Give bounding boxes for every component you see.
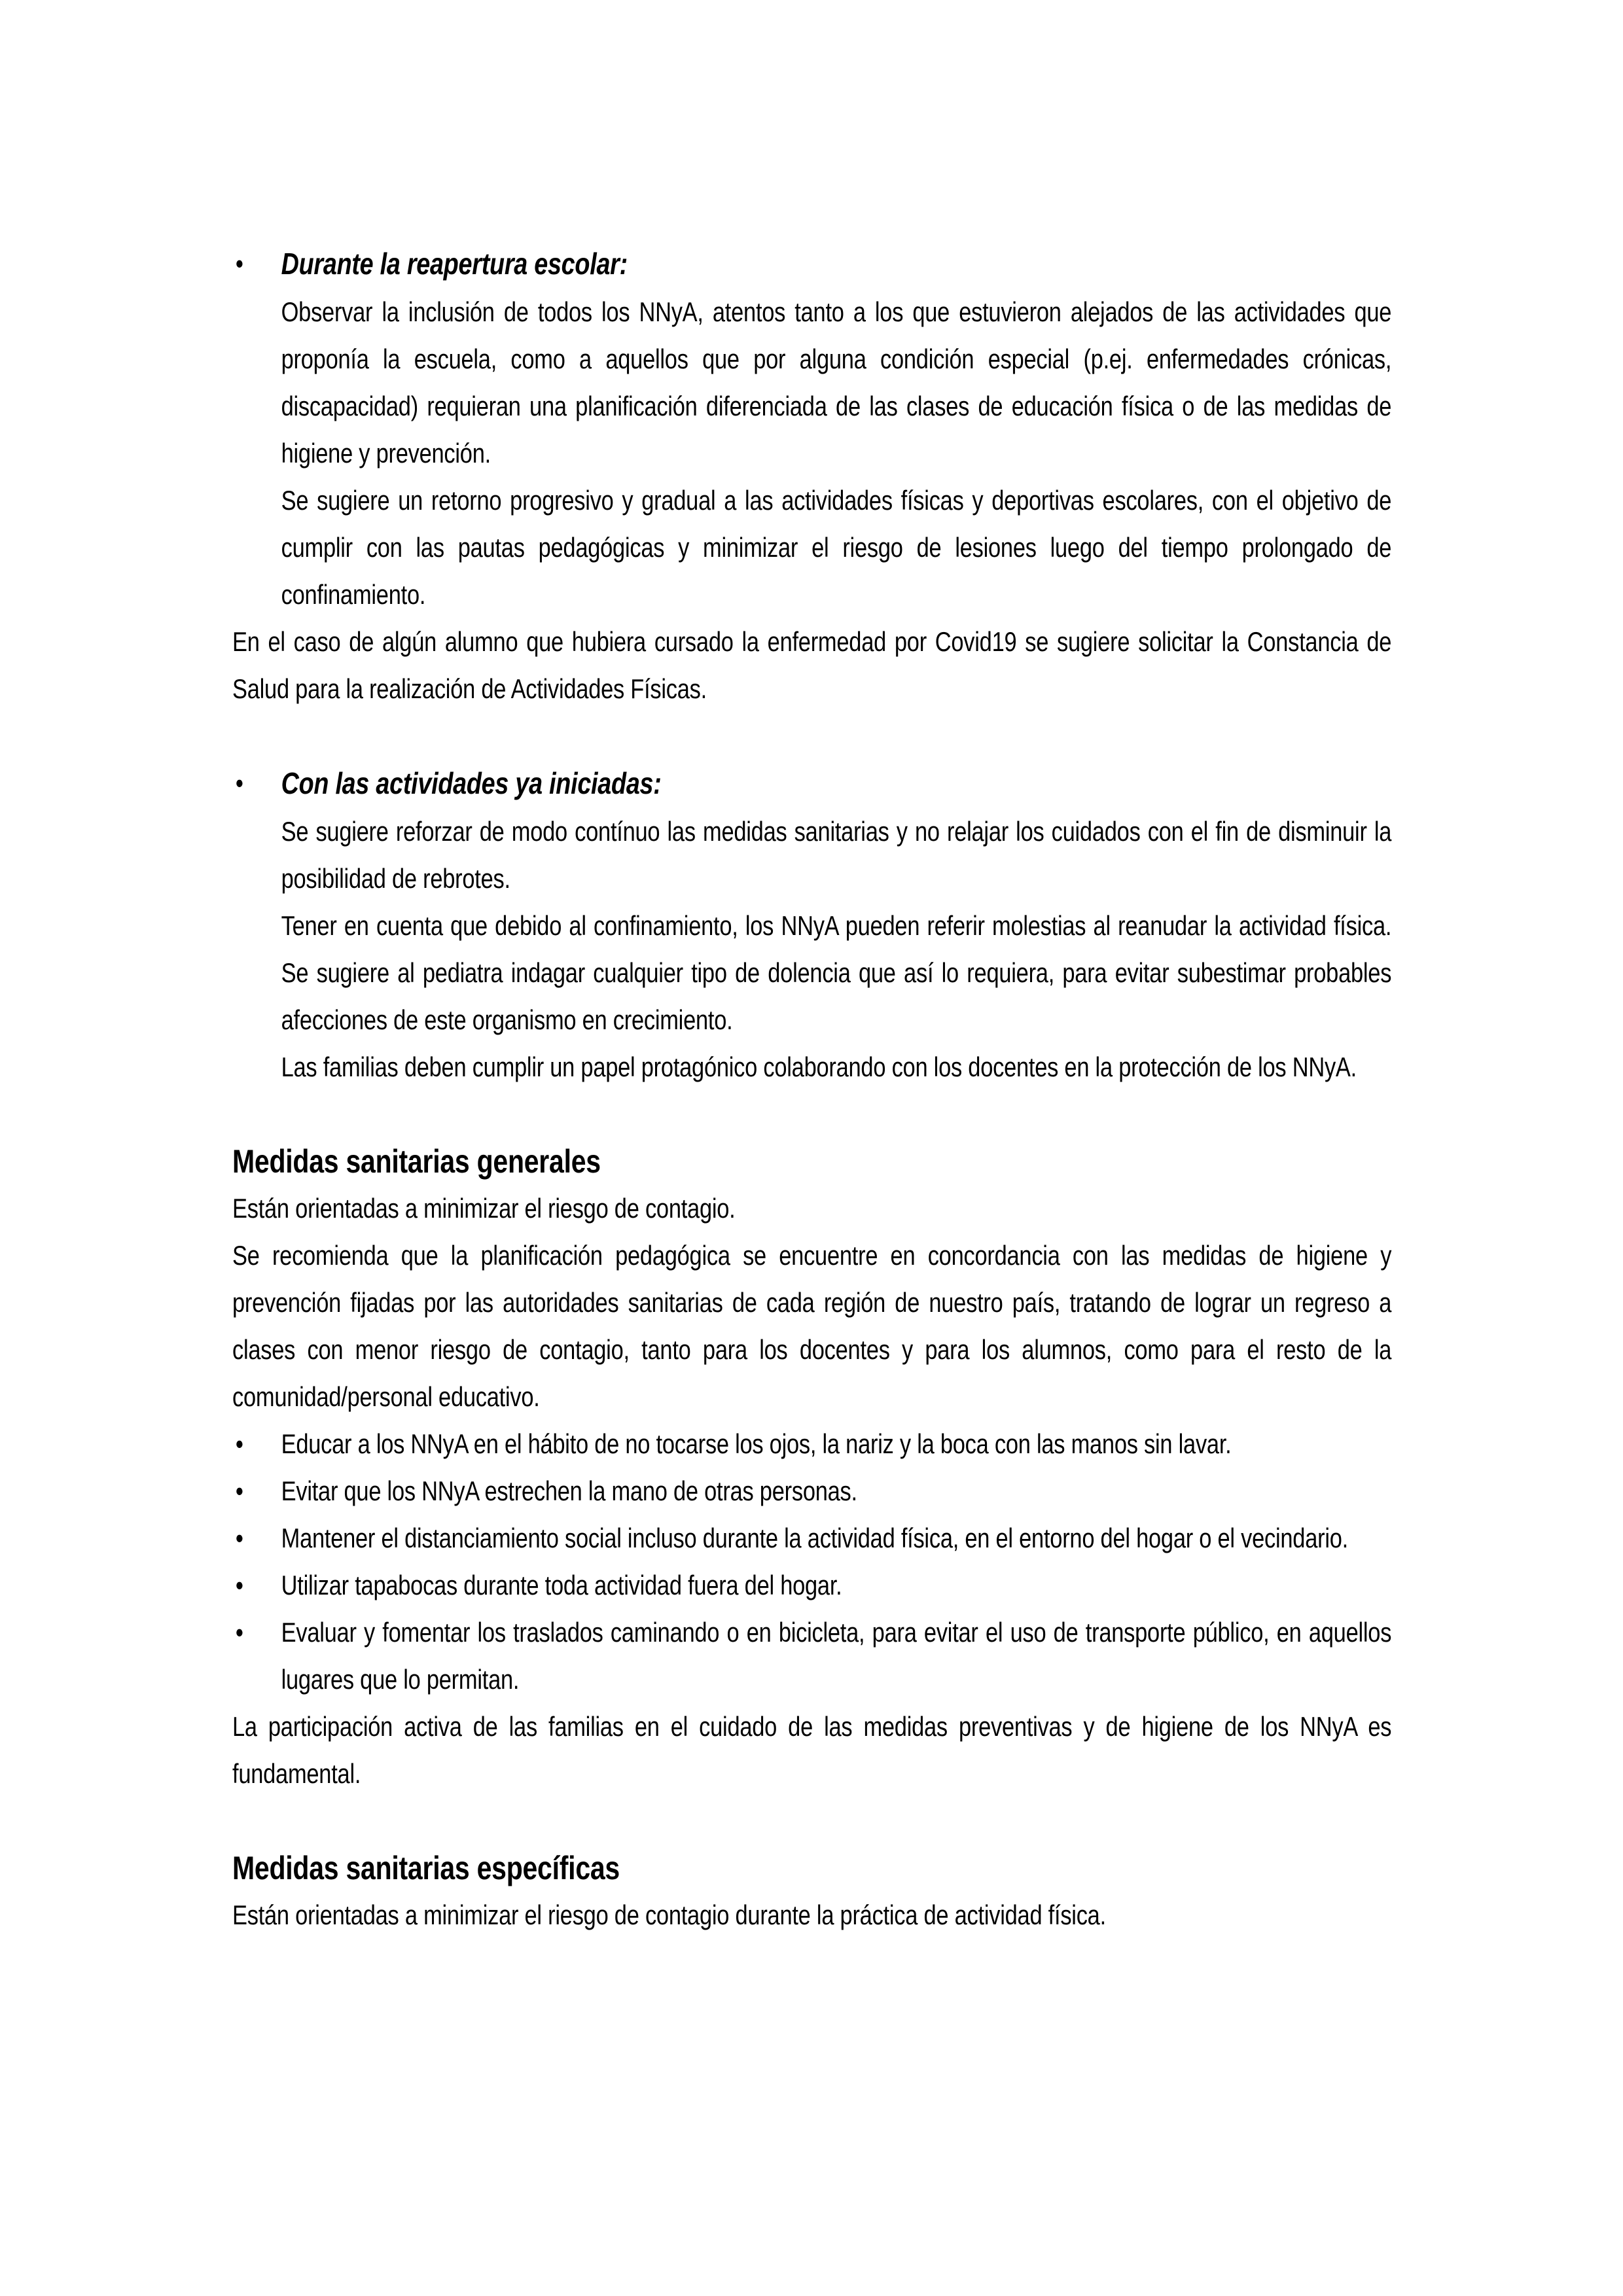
paragraph: La participación activa de las familias en el cuidado de las medidas preventivas y de higiene de los NNyA es fundamental. bbox=[232, 1711, 1392, 1789]
bullet-glyph: • bbox=[235, 1523, 243, 1553]
paragraph: Se recomienda que la planificación pedagógica se encuentre en concordancia con las medidas de higiene y prevención fijadas por las autoridades sanitarias de cada región de nuestro país, tratando de lograr un regreso a clases con menor riesgo de contagio, tanto para los docentes y para los alumnos, como para el resto de la comunidad/personal educativo. bbox=[232, 1240, 1392, 1412]
bullet-glyph: • bbox=[235, 1475, 243, 1506]
bullet-item bbox=[232, 240, 1391, 289]
list-item bbox=[232, 1562, 1391, 1609]
blank-line bbox=[232, 1091, 1391, 1138]
list-item bbox=[232, 1468, 1391, 1515]
paragraph: Están orientadas a minimizar el riesgo de contagio durante la práctica de actividad física. bbox=[232, 1899, 1106, 1930]
bullet-item bbox=[232, 760, 1391, 808]
list-item-text: Utilizar tapabocas durante toda actividad fuera del hogar. bbox=[281, 1570, 842, 1600]
paragraph: Se sugiere reforzar de modo contínuo las medidas sanitarias y no relajar los cuidados con el fin de disminuir la posibilidad de rebrotes. bbox=[281, 816, 1392, 894]
blank-line bbox=[232, 713, 1391, 760]
section-heading: Medidas sanitarias específicas bbox=[232, 1850, 620, 1886]
blank-line bbox=[232, 1797, 1391, 1845]
paragraph: Observar la inclusión de todos los NNyA, atentos tanto a los que estuvieron alejados de las actividades que proponía la escuela, como a aquellos que por alguna condición especial (p.ej. enfermedades crónicas, discapacidad) requieran una planificación diferenciada de las clases de educación física o de las medidas de higiene y prevención. bbox=[281, 296, 1392, 468]
paragraph: Se sugiere un retorno progresivo y gradual a las actividades físicas y deportivas escolares, con el objetivo de cumplir con las pautas pedagógicas y minimizar el riesgo de lesiones luego del tiempo prolongado de confinamiento. bbox=[281, 485, 1392, 610]
section-heading: Medidas sanitarias generales bbox=[232, 1143, 601, 1180]
bullet-glyph: • bbox=[235, 1617, 243, 1648]
list-item-text: Evitar que los NNyA estrechen la mano de otras personas. bbox=[281, 1475, 857, 1506]
paragraph: En el caso de algún alumno que hubiera cursado la enfermedad por Covid19 se sugiere solicitar la Constancia de Salud para la realización de Actividades Físicas. bbox=[232, 626, 1392, 704]
bullet-item-label: Durante la reapertura escolar: bbox=[281, 247, 628, 281]
list-item bbox=[232, 1609, 1391, 1703]
bullet-glyph: • bbox=[235, 768, 243, 798]
list-item-text: Educar a los NNyA en el hábito de no tocarse los ojos, la nariz y la boca con las manos sin lavar. bbox=[281, 1428, 1232, 1459]
list-item bbox=[232, 1515, 1391, 1562]
bullet-glyph: • bbox=[235, 248, 243, 279]
list-item bbox=[232, 1421, 1391, 1468]
paragraph: Tener en cuenta que debido al confinamiento, los NNyA pueden referir molestias al reanudar la actividad física. Se sugiere al pediatra indagar cualquier tipo de dolencia que así lo requiera, para evitar subestimar probables afecciones de este organismo en crecimiento. bbox=[281, 910, 1392, 1035]
document-content bbox=[232, 240, 1391, 1939]
paragraph: Están orientadas a minimizar el riesgo de contagio. bbox=[232, 1193, 736, 1224]
paragraph: Las familias deben cumplir un papel protagónico colaborando con los docentes en la protección de los NNyA. bbox=[281, 1051, 1357, 1082]
list-item-text: Evaluar y fomentar los traslados caminando o en bicicleta, para evitar el uso de transporte público, en aquellos lugares que lo permitan. bbox=[281, 1617, 1392, 1695]
bullet-glyph: • bbox=[235, 1428, 243, 1459]
list-item-text: Mantener el distanciamiento social incluso durante la actividad física, en el entorno del hogar o el vecindario. bbox=[281, 1523, 1348, 1553]
bullet-glyph: • bbox=[235, 1570, 243, 1600]
bullet-item-label: Con las actividades ya iniciadas: bbox=[281, 766, 662, 800]
